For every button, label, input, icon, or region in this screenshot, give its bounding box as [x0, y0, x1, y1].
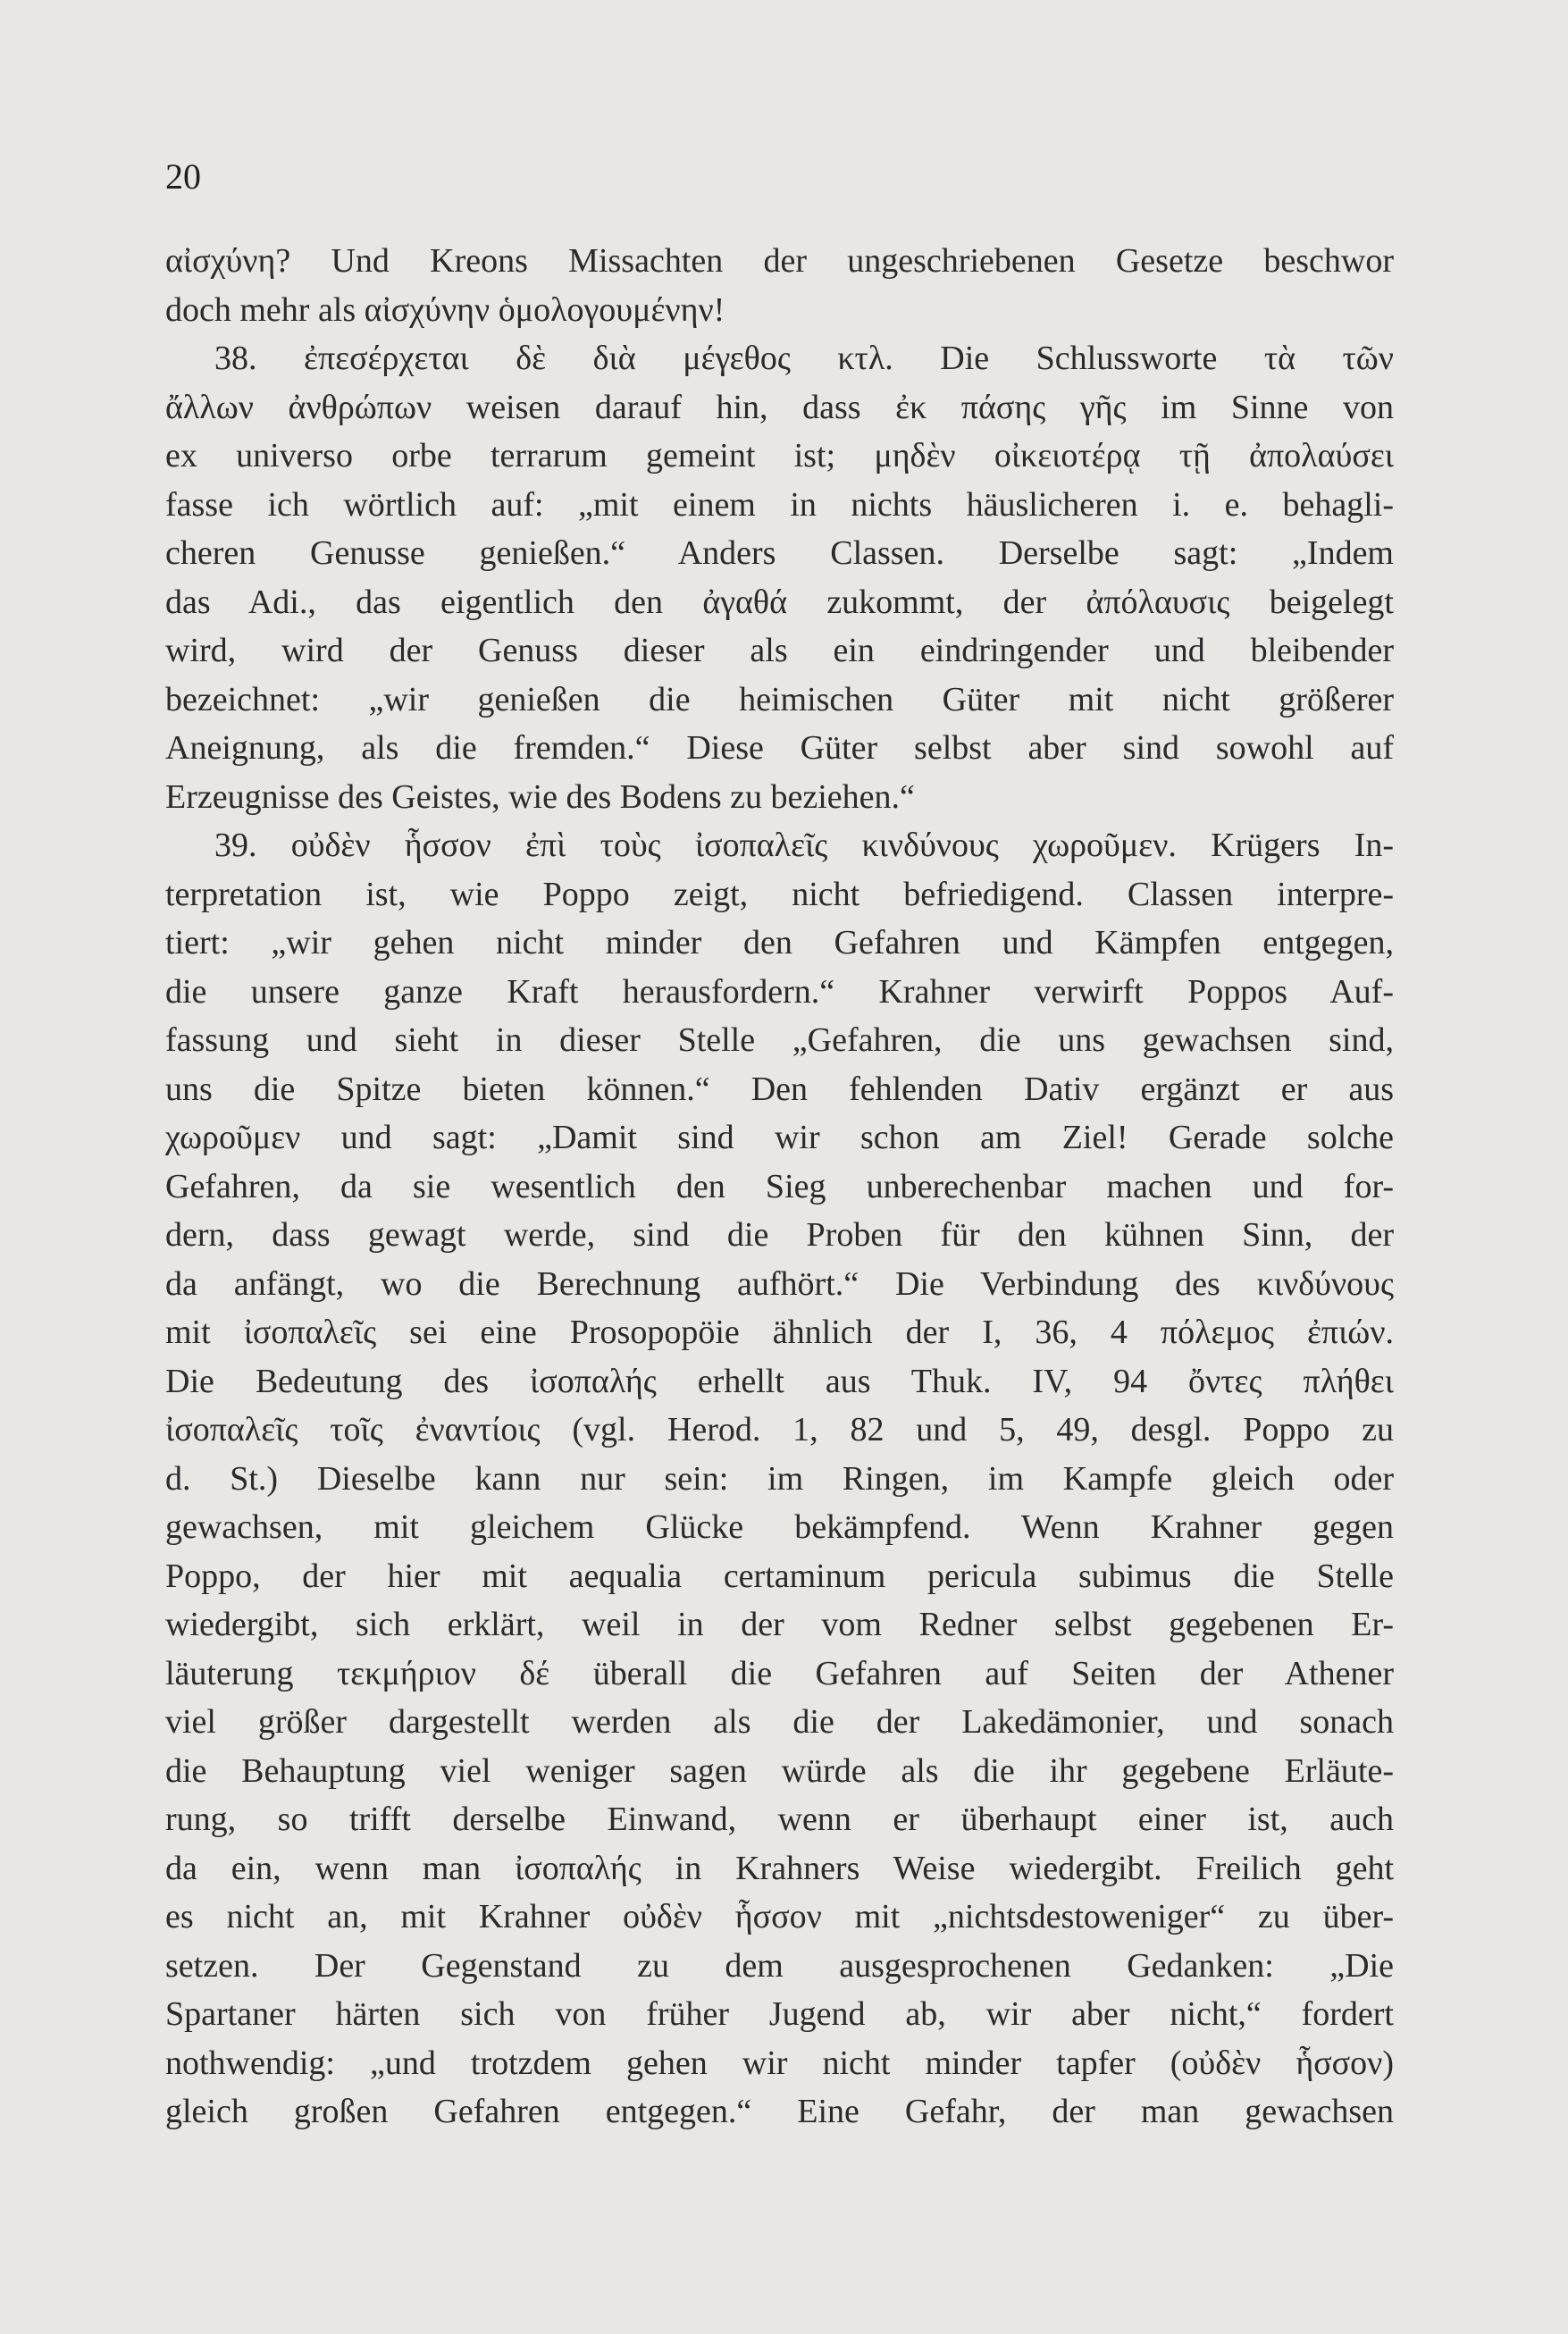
page-number: 20 — [165, 156, 201, 197]
text-line: mit ἰσοπαλεῖς sei eine Prosopopöie ähnlich der I, 36, 4 πόλεμος ἐπιών. — [165, 1314, 1394, 1351]
text-line: fassung und sieht in dieser Stelle „Gefahren, die uns gewachsen sind, — [165, 1021, 1394, 1059]
text-line: wird, wird der Genuss dieser als ein eindringender und bleibender — [165, 632, 1394, 669]
text-line: αἰσχύνη? Und Kreons Missachten der ungeschriebenen Gesetze beschwor — [165, 242, 1394, 280]
text-line: da anfängt, wo die Berechnung aufhört.“ Die Verbindung des κινδύνους — [165, 1264, 1394, 1303]
text-line: Gefahren, da sie wesentlich den Sieg unberechenbar machen und for- — [165, 1167, 1394, 1205]
text-line: viel größer dargestellt werden als die der Lakedämonier, und sonach — [165, 1703, 1394, 1741]
text-line: dern, dass gewagt werde, sind die Proben für den kühnen Sinn, der — [165, 1216, 1394, 1254]
text-line: terpretation ist, wie Poppo zeigt, nicht befriedigend. Classen interpre- — [165, 875, 1394, 913]
text-line: 39. οὐδὲν ἧσσον ἐπὶ τοὺς ἰσοπαλεῖς κινδύνους χωροῦμεν. Krügers In- — [214, 827, 1394, 864]
text-line: fasse ich wörtlich auf: „mit einem in nichts häuslicheren i. e. behagli- — [165, 485, 1394, 524]
text-line: doch mehr als αἰσχύνην ὁμολογουμένην! — [165, 290, 725, 329]
text-line: bezeichnet: „wir genießen die heimischen Güter mit nicht größerer — [165, 680, 1394, 718]
text-line: nothwendig: „und trotzdem gehen wir nicht minder tapfer (οὐδὲν ἧσσον) — [165, 2044, 1394, 2082]
text-line: wiedergibt, sich erklärt, weil in der vom Redner selbst gegebenen Er- — [165, 1606, 1394, 1643]
text-line: Erzeugnisse des Geistes, wie des Bodens zu beziehen.“ — [165, 777, 915, 816]
text-line: ex universo orbe terrarum gemeint ist; μηδὲν οἰκειοτέρᾳ τῇ ἀπολαύσει — [165, 437, 1394, 474]
text-line: Spartaner härten sich von früher Jugend ab, wir aber nicht,“ fordert — [165, 1995, 1394, 2033]
text-line: Die Bedeutung des ἰσοπαλής erhellt aus Thuk. IV, 94 ὄντες πλήθει — [165, 1362, 1394, 1400]
text-line: 38. ἐπεσέρχεται δὲ διὰ μέγεθος κτλ. Die Schlussworte τὰ τῶν — [214, 340, 1394, 377]
text-line: da ein, wenn man ἰσοπαλής in Krahners Weise wiedergibt. Freilich geht — [165, 1849, 1394, 1887]
text-line: ἰσοπαλεῖς τοῖς ἐναντίοις (vgl. Herod. 1, 82 und 5, 49, desgl. Poppo zu — [165, 1411, 1394, 1448]
text-line: gewachsen, mit gleichem Glücke bekämpfend. Wenn Krahner gegen — [165, 1508, 1394, 1546]
text-line: χωροῦμεν und sagt: „Damit sind wir schon am Ziel! Gerade solche — [165, 1119, 1394, 1156]
text-line: das Adi., das eigentlich den ἀγαθά zukommt, der ἀπόλαυσις beigelegt — [165, 583, 1394, 621]
text-line: rung, so trifft derselbe Einwand, wenn er überhaupt einer ist, auch — [165, 1801, 1394, 1838]
text-line: Poppo, der hier mit aequalia certaminum pericula subimus die Stelle — [165, 1557, 1394, 1595]
text-line: ἄλλων ἀνθρώπων weisen darauf hin, dass ἐκ πάσης γῆς im Sinne von — [165, 388, 1394, 426]
text-line: uns die Spitze bieten können.“ Den fehlenden Dativ ergänzt er aus — [165, 1070, 1394, 1108]
text-line: Aneignung, als die fremden.“ Diese Güter selbst aber sind sowohl auf — [165, 729, 1394, 767]
text-line: die Behauptung viel weniger sagen würde als die ihr gegebene Erläute- — [165, 1751, 1394, 1790]
body-text — [165, 237, 1394, 2137]
text-line: cheren Genusse genießen.“ Anders Classen. Derselbe sagt: „Indem — [165, 534, 1394, 572]
text-line: d. St.) Dieselbe kann nur sein: im Ringen, im Kampfe gleich oder — [165, 1459, 1394, 1498]
text-line: es nicht an, mit Krahner οὐδὲν ἧσσον mit „nichtsdestoweniger“ zu über- — [165, 1898, 1394, 1935]
text-line: gleich großen Gefahren entgegen.“ Eine Gefahr, der man gewachsen — [165, 2093, 1394, 2130]
text-line: tiert: „wir gehen nicht minder den Gefahren und Kämpfen entgegen, — [165, 924, 1394, 961]
text-line: setzen. Der Gegenstand zu dem ausgesprochenen Gedanken: „Die — [165, 1946, 1394, 1985]
text-line: die unsere ganze Kraft herausfordern.“ Krahner verwirft Poppos Auf- — [165, 972, 1394, 1011]
text-line: läuterung τεκμήριον δέ überall die Gefahren auf Seiten der Athener — [165, 1654, 1394, 1692]
